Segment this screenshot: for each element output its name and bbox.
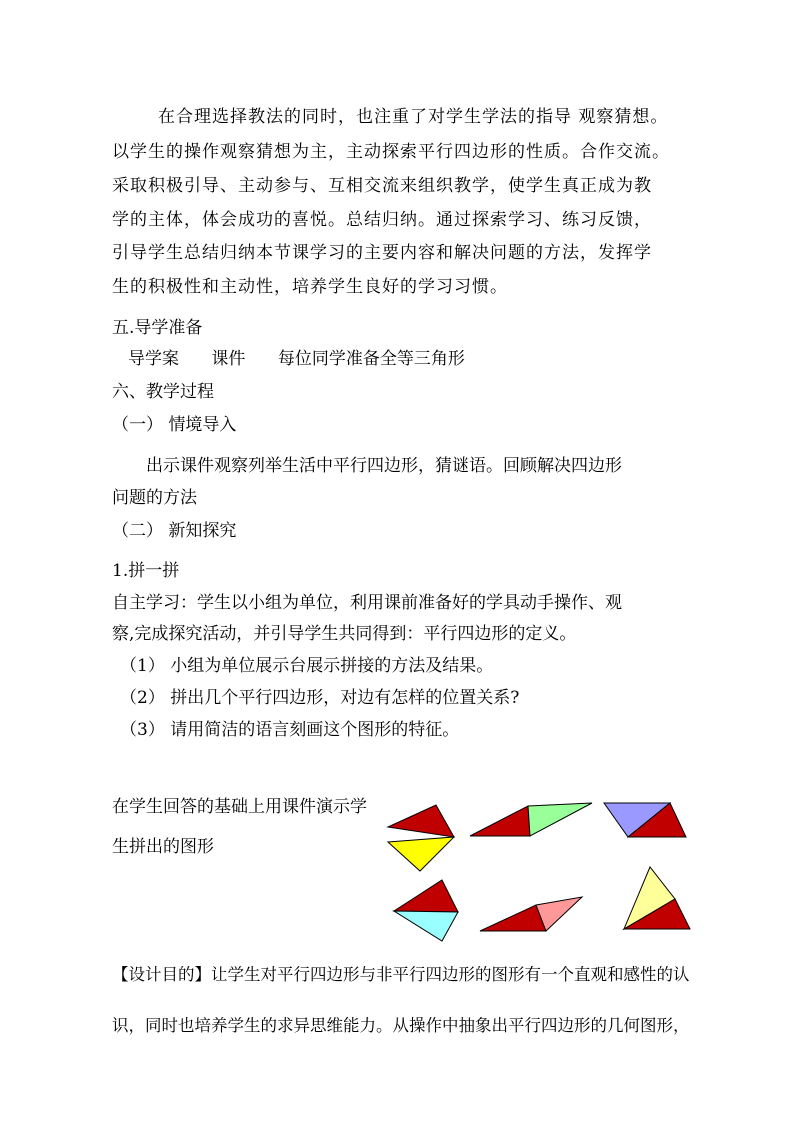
paragraph-line: 生的积极性和主动性，培养学生良好的学习习惯。: [112, 277, 508, 297]
triangle-pieces-figure: [380, 795, 700, 955]
section-heading: 五.导学准备: [112, 318, 203, 338]
subsection-heading: （二） 新知探究: [112, 521, 237, 541]
green-triangle: [528, 803, 592, 836]
step-heading: 1.拼一拼: [112, 561, 180, 581]
paragraph-line: 以学生的操作观察猜想为主，主动探索平行四边形的性质。合作交流。: [112, 142, 670, 162]
paragraph-line: 学的主体，体会成功的喜悦。总结归纳。通过探索学习、练习反馈，: [112, 210, 652, 230]
section-heading: 六、教学过程: [112, 382, 214, 402]
subsection-heading: （一） 情境导入: [112, 415, 237, 435]
question-item: （2） 拼出几个平行四边形，对边有怎样的位置关系?: [120, 688, 520, 708]
paragraph-line: 在合理选择教法的同时，也注重了对学生学法的指导 观察猜想。: [158, 107, 669, 127]
paragraph-line: 察,完成探究活动，并引导学生共同得到：平行四边形的定义。: [112, 624, 577, 644]
paragraph-line: 出示课件观察列举生活中平行四边形，猜谜语。回顾解决四边形: [146, 456, 622, 476]
paragraph-line: 采取积极引导、主动参与、互相交流来组织教学，使学生真正成为教: [112, 176, 652, 196]
cyan-triangle: [394, 911, 458, 941]
red-triangle: [388, 805, 454, 837]
design-purpose-line: 【设计目的】让学生对平行四边形与非平行四边形的图形有一个直观和感性的认: [112, 965, 690, 984]
paragraph-line: 引导学生总结归纳本节课学习的主要内容和解决问题的方法，发挥学: [112, 243, 652, 263]
question-item: （1） 小组为单位展示台展示拼接的方法及结果。: [120, 656, 494, 676]
question-item: （3） 请用简洁的语言刻画这个图形的特征。: [120, 720, 460, 740]
paragraph-line: 自主学习：学生以小组为单位，利用课前准备好的学具动手操作、观: [112, 593, 622, 613]
red-triangle: [470, 806, 530, 836]
red-triangle: [394, 880, 458, 912]
yellow-triangle: [388, 837, 454, 871]
figure-caption: 在学生回答的基础上用课件演示学: [112, 797, 367, 817]
figure-caption: 生拼出的图形: [112, 837, 214, 857]
design-purpose-line: 识，同时也培养学生的求异思维能力。从操作中抽象出平行四边形的几何图形，: [112, 1016, 690, 1035]
prep-items: 导学案 课件 每位同学准备全等三角形: [128, 349, 465, 369]
red-triangle: [480, 905, 546, 931]
paragraph-line: 问题的方法: [112, 488, 197, 508]
